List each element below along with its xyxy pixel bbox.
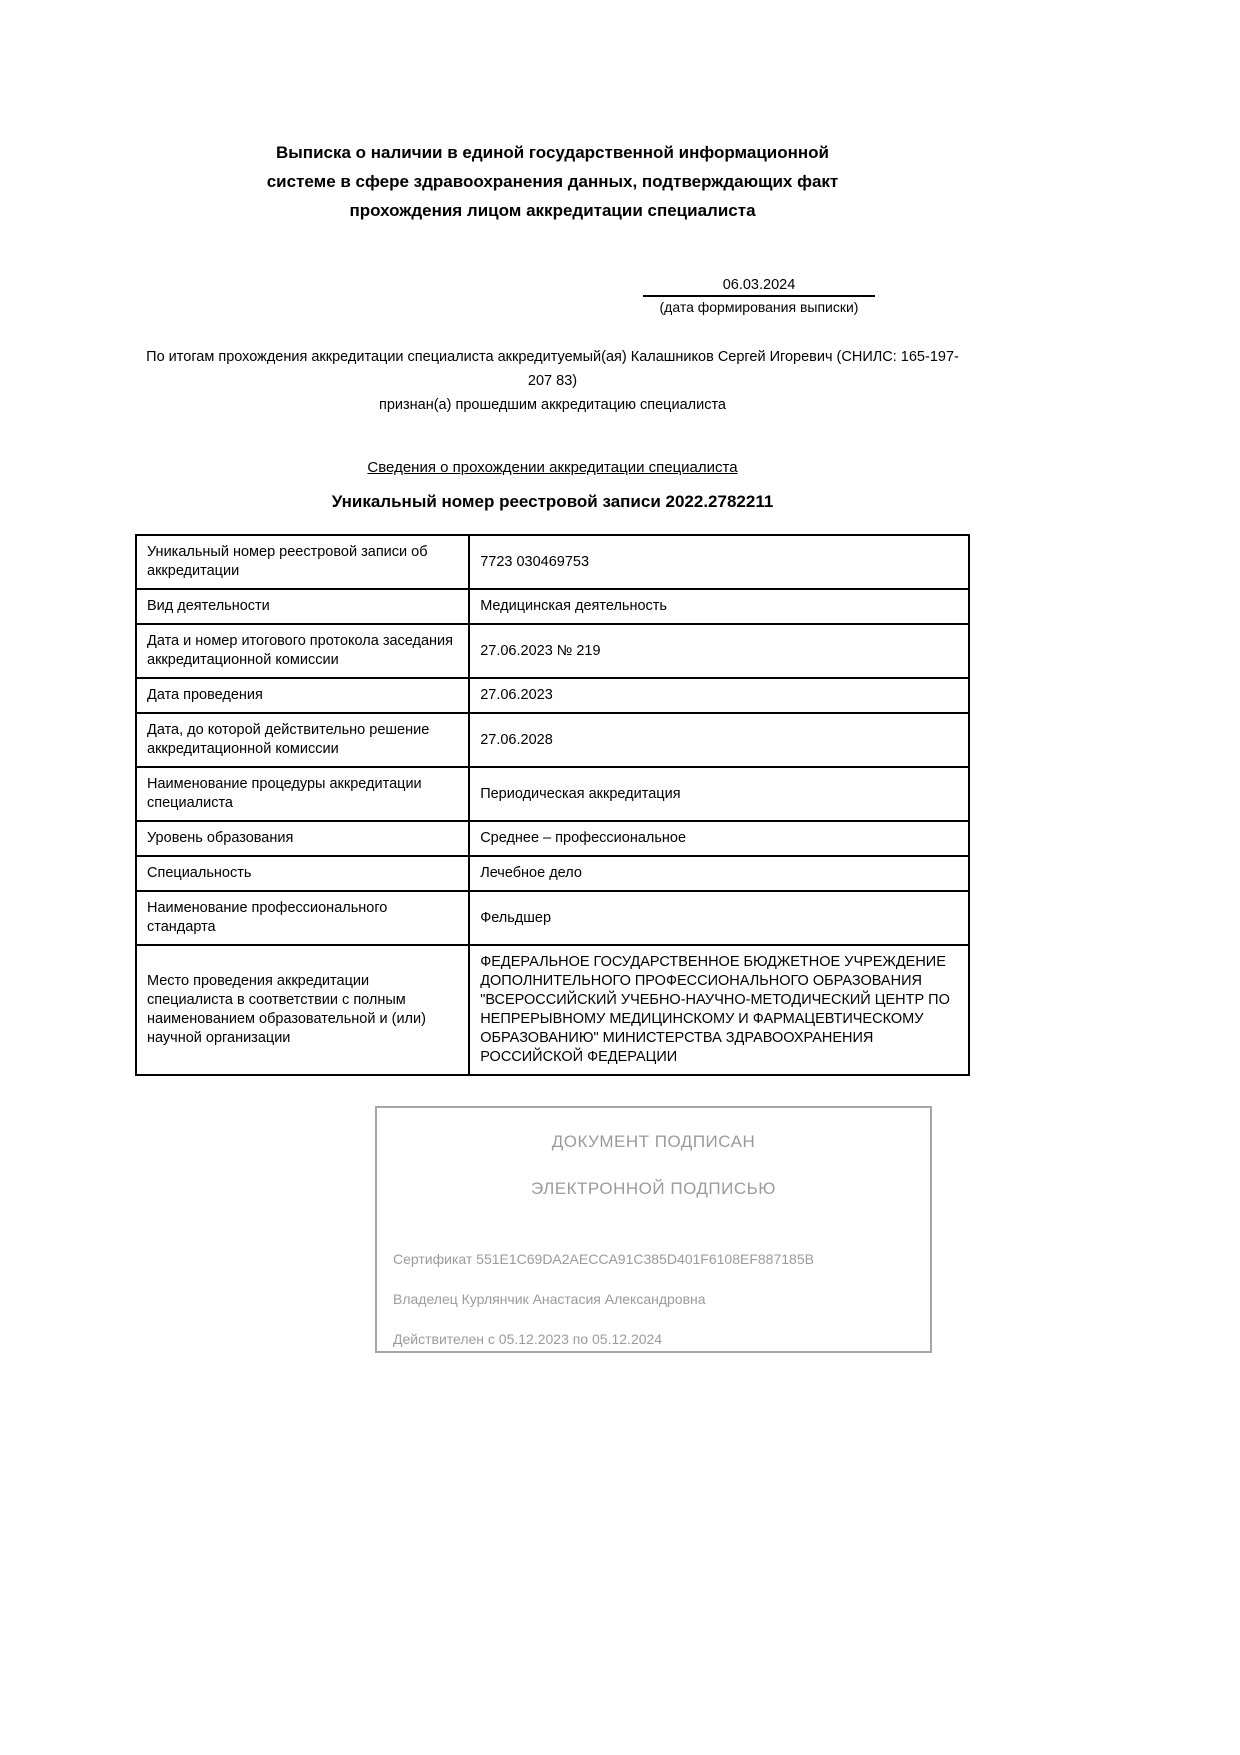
table-row <box>136 713 969 767</box>
row-label: Дата, до которой действительно решение аккредитационной комиссии <box>136 713 469 767</box>
row-label: Уникальный номер реестровой записи об аккредитации <box>136 535 469 589</box>
table-row <box>136 821 969 856</box>
row-label: Наименование профессионального стандарта <box>136 891 469 945</box>
row-value: 27.06.2028 <box>469 713 969 767</box>
extract-date-block <box>643 277 875 315</box>
row-value: Лечебное дело <box>469 856 969 891</box>
row-value: 27.06.2023 № 219 <box>469 624 969 678</box>
signature-owner: Владелец Курлянчик Анастасия Александровна <box>393 1291 706 1307</box>
table-row <box>136 945 969 1075</box>
digital-signature-stamp <box>375 1106 932 1353</box>
section-heading: Сведения о прохождении аккредитации специалиста <box>367 459 738 476</box>
table-row <box>136 856 969 891</box>
row-label: Уровень образования <box>136 821 469 856</box>
document-page <box>135 0 970 1353</box>
document-title-line-2: системе в сфере здравоохранения данных, подтверждающих факт <box>266 172 839 191</box>
row-value: ФЕДЕРАЛЬНОЕ ГОСУДАРСТВЕННОЕ БЮДЖЕТНОЕ УЧРЕЖДЕНИЕ ДОПОЛНИТЕЛЬНОГО ПРОФЕССИОНАЛЬНОГО ОБРАЗОВАНИЯ "ВСЕРОССИЙСКИЙ УЧЕБНО-НАУЧНО-МЕТОДИЧЕСКИЙ ЦЕНТР ПО НЕПРЕРЫВНОМУ МЕДИЦИНСКОМУ И ФАРМАЦЕВТИЧЕСКОМУ ОБРАЗОВАНИЮ" МИНИСТЕРСТВА ЗДРАВООХРАНЕНИЯ РОССИЙСКОЙ ФЕДЕРАЦИИ <box>469 945 969 1075</box>
document-title <box>135 138 970 225</box>
row-label: Дата проведения <box>136 678 469 713</box>
table-row <box>136 678 969 713</box>
signature-validity: Действителен с 05.12.2023 по 05.12.2024 <box>393 1331 663 1347</box>
extract-date: 06.03.2024 <box>643 277 875 297</box>
row-value: Среднее – профессиональное <box>469 821 969 856</box>
intro-line-1: По итогам прохождения аккредитации специалиста аккредитуемый(ая) Калашников Сергей Игоревич (СНИЛС: 165-197-207 83) <box>146 349 959 389</box>
row-label: Вид деятельности <box>136 589 469 624</box>
row-label: Дата и номер итогового протокола заседания аккредитационной комиссии <box>136 624 469 678</box>
intro-line-2: признан(а) прошедшим аккредитацию специалиста <box>378 397 726 413</box>
extract-date-caption: (дата формирования выписки) <box>659 299 859 315</box>
signature-heading-line-1: ДОКУМЕНТ ПОДПИСАН <box>551 1132 756 1151</box>
row-value: Фельдшер <box>469 891 969 945</box>
row-value: Медицинская деятельность <box>469 589 969 624</box>
accreditation-table <box>135 534 970 1076</box>
signature-heading-line-2: ЭЛЕКТРОННОЙ ПОДПИСЬЮ <box>531 1179 776 1198</box>
document-title-line-3: прохождения лицом аккредитации специалиста <box>349 201 756 220</box>
document-title-line-1: Выписка о наличии в единой государственной информационной <box>276 143 829 162</box>
table-row <box>136 767 969 821</box>
row-value: 7723 030469753 <box>469 535 969 589</box>
row-label: Наименование процедуры аккредитации специалиста <box>136 767 469 821</box>
row-label: Специальность <box>136 856 469 891</box>
row-value: Периодическая аккредитация <box>469 767 969 821</box>
row-value: 27.06.2023 <box>469 678 969 713</box>
table-row <box>136 535 969 589</box>
table-row <box>136 891 969 945</box>
table-row <box>136 624 969 678</box>
signature-certificate: Сертификат 551E1C69DA2AECCA91C385D401F6108EF887185B <box>393 1251 814 1267</box>
row-label: Место проведения аккредитации специалиста в соответствии с полным наименованием образовательной и (или) научной организации <box>136 945 469 1075</box>
table-row <box>136 589 969 624</box>
registry-number-heading: Уникальный номер реестровой записи 2022.2782211 <box>331 492 774 511</box>
intro-paragraph <box>135 345 970 417</box>
